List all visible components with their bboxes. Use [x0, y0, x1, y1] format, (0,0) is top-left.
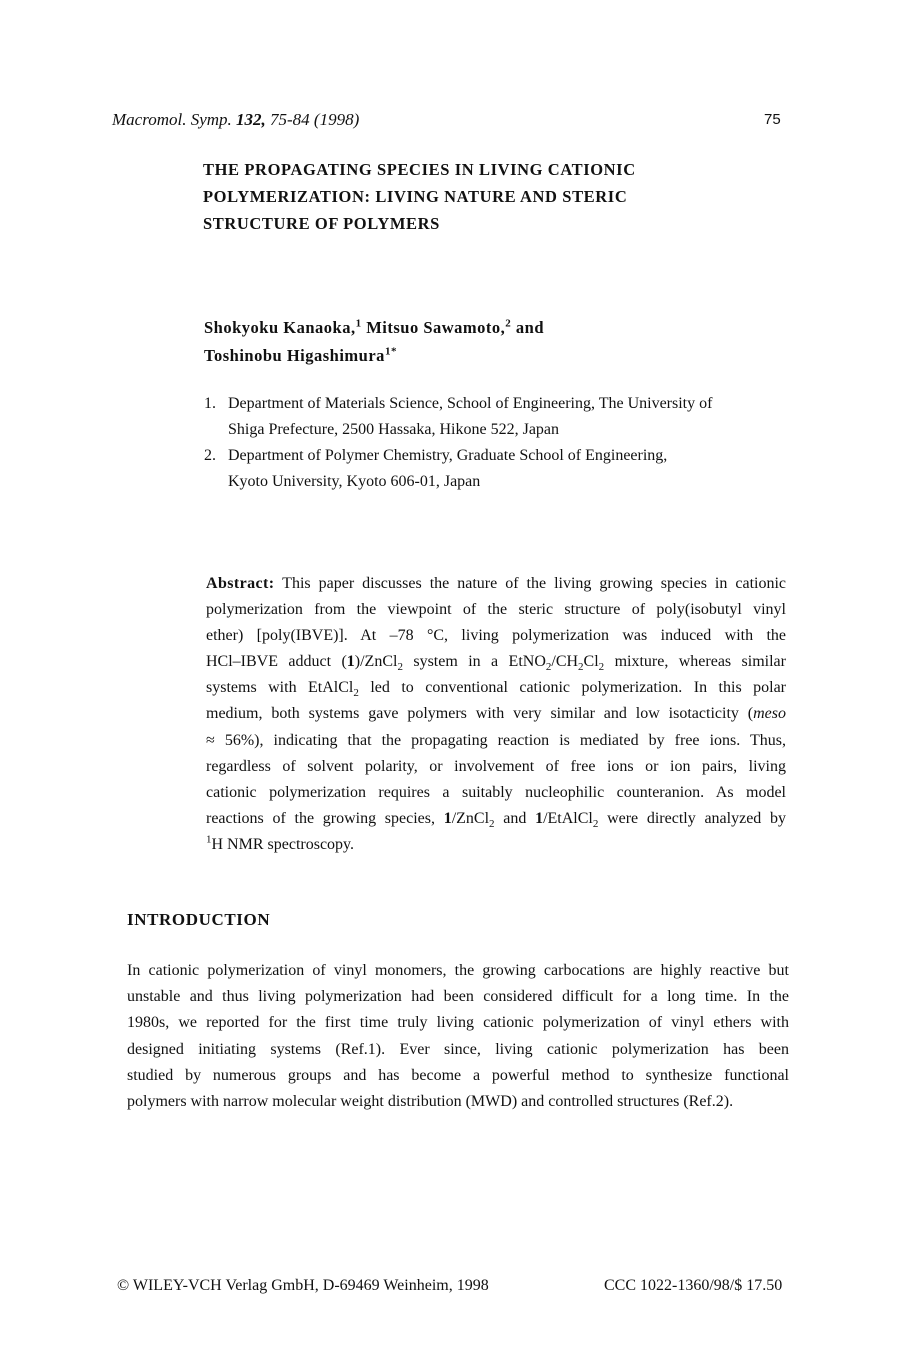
body-line: designed initiating systems (Ref.1). Ever since, living cationic polymerization has been: [127, 1040, 789, 1058]
title-line: STRUCTURE OF POLYMERS: [203, 214, 440, 233]
affiliation-item: [204, 443, 784, 495]
body-line: polymers with narrow molecular weight distribution (MWD) and controlled structures (Ref.2).: [127, 1092, 734, 1110]
author-conjunction: and: [511, 318, 545, 337]
abstract-line: [206, 571, 786, 597]
journal-citation: [112, 110, 359, 130]
abstract-line: [206, 649, 786, 675]
author-line: [204, 314, 544, 342]
body-line: 1980s, we reported for the first time truly living cationic polymerization of vinyl ethers with: [127, 1014, 789, 1032]
abstract-text: /CH: [551, 653, 579, 671]
abstract-text: )/ZnCl: [354, 653, 398, 671]
affiliation-line: Shiga Prefecture, 2500 Hassaka, Hikone 522, Japan: [228, 421, 560, 438]
subscript: 2: [598, 661, 605, 674]
author-line: [204, 342, 544, 370]
superscript: 1: [206, 833, 212, 846]
body-line: In cationic polymerization of vinyl monomers, the growing carbocations are highly reactive but: [127, 962, 789, 979]
title-line: THE PROPAGATING SPECIES IN LIVING CATIONIC: [203, 160, 636, 179]
italic-term: meso: [753, 705, 786, 723]
abstract-line: ether) [poly(IBVE)]. At –78 °C, living polymerization was induced with the: [206, 627, 786, 645]
body-line: studied by numerous groups and has become a powerful method to synthesize functional: [127, 1066, 789, 1084]
abstract-text: led to conventional cationic polymerization. In this polar: [358, 679, 787, 697]
abstract-text: medium, both systems gave polymers with very similar and low isotacticity (: [206, 705, 754, 723]
compound-number: 1: [535, 809, 544, 827]
abstract-line: [206, 675, 786, 701]
abstract-text: systems with EtAlCl: [206, 679, 354, 697]
abstract-line: cationic polymerization requires a suitably nucleophilic counteranion. As model: [206, 783, 786, 801]
abstract-line: [206, 701, 786, 727]
journal-name: Macromol. Symp.: [112, 110, 237, 129]
affiliation-text: [228, 443, 667, 495]
affiliation-item: [204, 391, 784, 443]
ccc-code-footer: CCC 1022-1360/98/$ 17.50: [604, 1277, 783, 1294]
affiliation-line: Department of Materials Science, School of Engineering, The University of: [228, 395, 713, 412]
abstract-label: Abstract:: [206, 575, 275, 592]
author-name: Shokyoku Kanaoka,: [204, 318, 356, 337]
abstract-line: [206, 832, 786, 858]
affiliations: [204, 391, 784, 495]
abstract-text: reactions of the growing species,: [206, 809, 444, 827]
journal-volume: 132,: [236, 110, 266, 129]
abstract-text: were directly analyzed by: [598, 809, 786, 827]
author-name: Toshinobu Higashimura: [204, 346, 385, 365]
copyright-footer: © WILEY-VCH Verlag GmbH, D-69469 Weinheim, 1998: [117, 1277, 489, 1294]
abstract-text: system in a EtNO: [402, 653, 546, 671]
affiliation-line: Kyoto University, Kyoto 606-01, Japan: [228, 473, 481, 490]
affiliation-text: [228, 391, 712, 443]
author-name: Mitsuo Sawamoto,: [361, 318, 506, 337]
compound-number: 1: [443, 809, 452, 827]
affiliation-line: Department of Polymer Chemistry, Graduate School of Engineering,: [228, 447, 668, 464]
abstract-line: polymerization from the viewpoint of the steric structure of poly(isobutyl vinyl: [206, 601, 786, 619]
abstract-line: [206, 806, 786, 832]
abstract-text: mixture, whereas similar: [604, 653, 786, 671]
page-number: 75: [764, 111, 781, 128]
abstract-text: and: [494, 809, 536, 827]
section-heading: INTRODUCTION: [127, 910, 271, 929]
subscript: 2: [397, 661, 403, 674]
affiliation-number: 2.: [204, 447, 216, 464]
abstract-text: /EtAlCl: [543, 809, 593, 827]
subscript: 2: [578, 661, 584, 674]
author-list: [204, 314, 544, 370]
abstract-text: This paper discusses the nature of the living growing species in cationic: [274, 575, 786, 592]
introduction-body: [127, 958, 789, 1115]
author-affil-mark: 1*: [384, 345, 397, 358]
subscript: 2: [592, 818, 599, 831]
journal-pages: 75-84 (1998): [265, 110, 360, 129]
author-affil-mark: 2: [505, 317, 512, 330]
paper-title: [203, 156, 763, 237]
abstract-line: regardless of solvent polarity, or involvement of free ions or ion pairs, living: [206, 757, 786, 775]
author-affil-mark: 1: [355, 317, 362, 330]
subscript: 2: [489, 818, 495, 831]
abstract-text: Cl: [583, 653, 599, 671]
abstract-text: /ZnCl: [451, 809, 490, 827]
title-line: POLYMERIZATION: LIVING NATURE AND STERIC: [203, 187, 628, 206]
abstract-text: H NMR spectroscopy.: [211, 835, 354, 853]
abstract: [206, 571, 786, 858]
subscript: 2: [545, 661, 552, 674]
compound-number: 1: [346, 653, 355, 671]
abstract-line: ≈ 56%), indicating that the propagating reaction is mediated by free ions. Thus,: [206, 731, 786, 749]
affiliation-number: 1.: [204, 395, 216, 412]
abstract-text: HCl–IBVE adduct (: [206, 653, 347, 671]
body-line: unstable and thus living polymerization had been considered difficult for a long time. In the: [127, 988, 789, 1006]
subscript: 2: [353, 687, 359, 700]
